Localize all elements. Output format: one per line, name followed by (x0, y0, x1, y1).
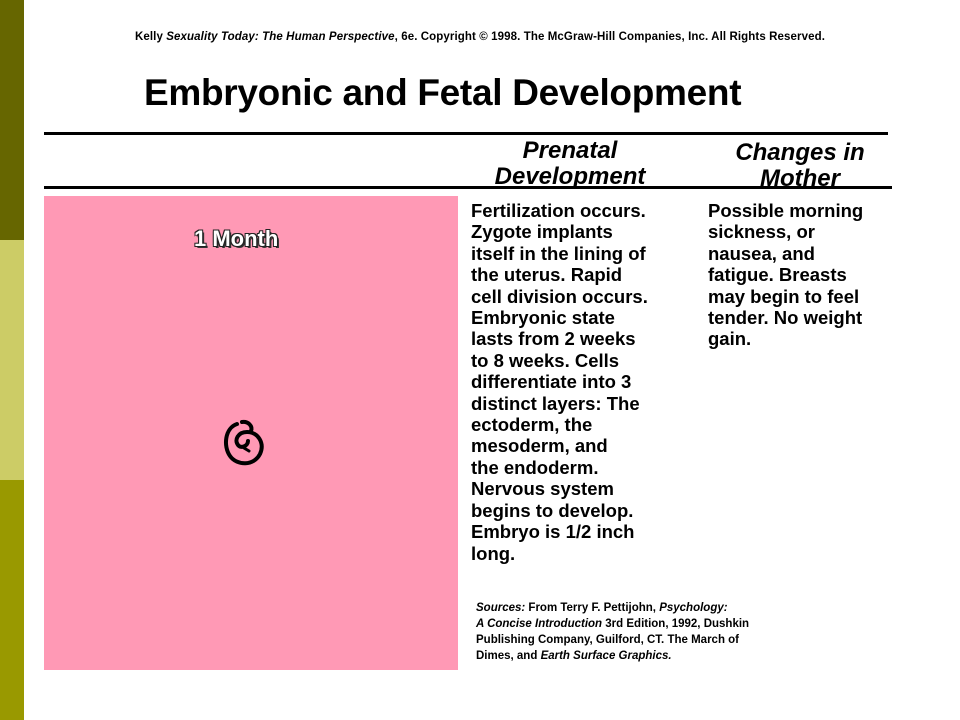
citation-line (476, 632, 836, 648)
text-line: Possible morning (708, 200, 864, 221)
text-line: lasts from 2 weeks (471, 328, 636, 350)
sidebar-segment-mid (0, 480, 24, 720)
text-line: mesoderm, and (471, 435, 608, 457)
citation-line (476, 600, 836, 616)
column-heading-mother (716, 140, 884, 192)
text-line: Embryo is 1/2 inch (471, 521, 635, 543)
prenatal-description (471, 200, 703, 564)
citation-text: 3rd Edition, 1992, Dushkin (605, 618, 750, 630)
text-line: sickness, or (708, 221, 815, 243)
citation-italic: A Concise Introduction (476, 618, 603, 630)
embryo-icon (220, 410, 268, 470)
heading-line: Mother (760, 165, 840, 192)
text-line: fatigue. Breasts (708, 264, 847, 286)
citation-text: From Terry F. Pettijohn, (528, 602, 656, 614)
text-line: Embryonic state (471, 307, 615, 329)
citation-text: Dimes, and (476, 650, 538, 662)
citation-line (476, 616, 836, 632)
citation-text: Publishing Company, Guilford, CT. The March of (476, 634, 740, 646)
copyright-line (0, 31, 960, 43)
text-line: long. (471, 542, 516, 564)
text-line: the uterus. Rapid (471, 264, 623, 286)
stage-illustration-panel (44, 196, 458, 670)
text-line: Zygote implants (471, 221, 613, 243)
text-line: itself in the lining of (471, 242, 646, 264)
slide-sidebar (0, 0, 24, 720)
header-divider-top (44, 132, 888, 135)
text-line: distinct layers: The (471, 392, 640, 414)
page-title: Embryonic and Fetal Development (144, 72, 742, 113)
stage-month-label: 1 Month (194, 226, 279, 251)
heading-line: Changes in (735, 139, 865, 166)
text-line: ectoderm, the (471, 414, 593, 436)
text-line: nausea, and (708, 242, 815, 264)
text-line: may begin to feel (708, 285, 860, 307)
sidebar-segment-light (0, 240, 24, 480)
text-line: begins to develop. (471, 499, 634, 521)
text-line: to 8 weeks. Cells (471, 349, 620, 371)
text-line: cell division occurs. (471, 285, 648, 307)
copyright-book-title: Sexuality Today: The Human Perspective (166, 31, 395, 43)
text-line: differentiate into 3 (471, 371, 632, 393)
citation-italic: Psychology: (659, 602, 728, 614)
mother-changes-description (708, 200, 898, 350)
copyright-rest: , 6e. Copyright © 1998. The McGraw-Hill Companies, Inc. All Rights Reserved. (394, 31, 826, 43)
heading-line: Prenatal (522, 137, 618, 164)
column-heading-prenatal (478, 138, 662, 190)
text-line: tender. No weight (708, 307, 863, 329)
text-line: the endoderm. (471, 456, 599, 478)
sources-citation (476, 600, 836, 664)
citation-italic: Earth Surface Graphics. (540, 650, 672, 662)
copyright-author: Kelly (134, 31, 163, 43)
text-line: Fertilization occurs. (471, 200, 646, 221)
citation-line (476, 648, 836, 664)
heading-line: Development (494, 163, 646, 190)
sources-label: Sources: (476, 602, 526, 614)
text-line: Nervous system (471, 478, 614, 500)
text-line: gain. (708, 328, 752, 350)
